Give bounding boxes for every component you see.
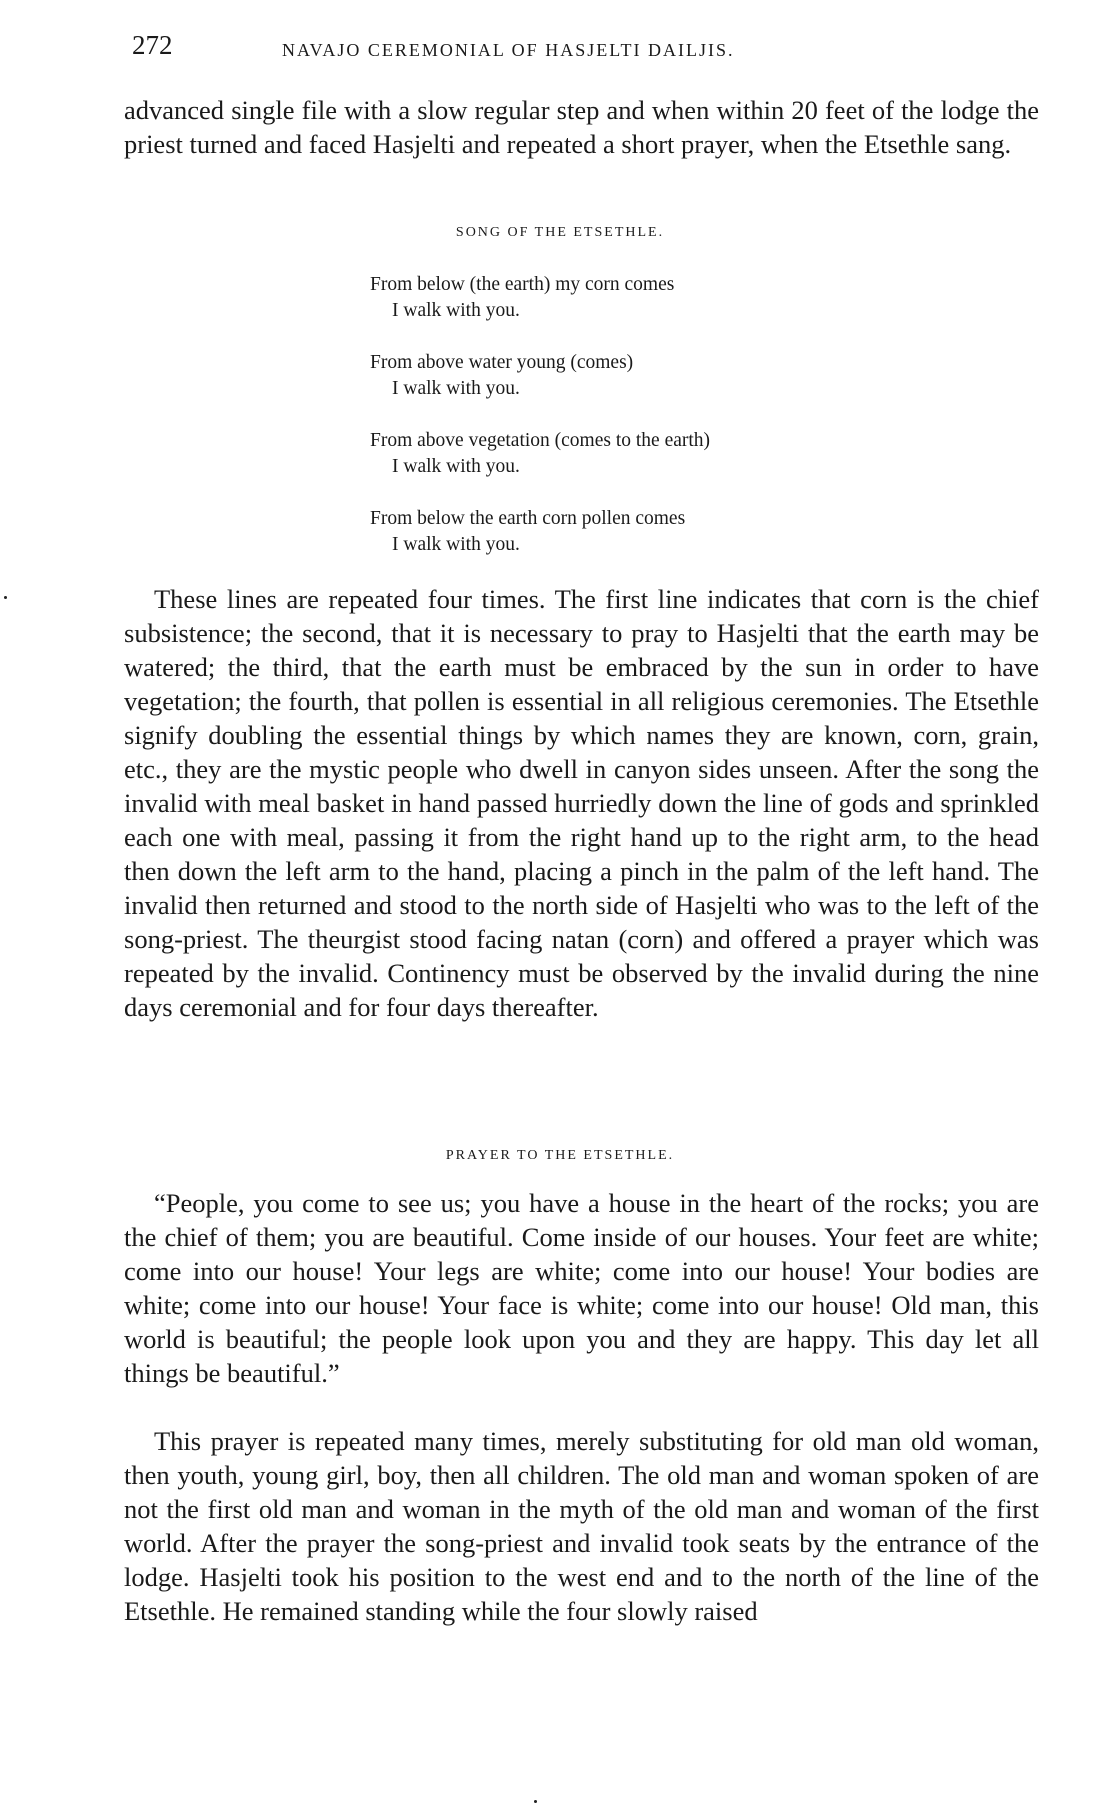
song-stanza: [370, 272, 930, 324]
page-number: 272: [132, 30, 173, 60]
stanza-line: From below (the earth) my corn comes: [370, 274, 675, 295]
song-stanza: [370, 506, 930, 558]
stanza-refrain: I walk with you.: [392, 534, 520, 555]
page-header: [132, 30, 1052, 70]
song-lyrics: [370, 272, 930, 584]
stanza-line: From above water young (comes): [370, 352, 634, 373]
scan-speck: [4, 596, 7, 599]
stanza-refrain: I walk with you.: [392, 378, 520, 399]
stanza-line: From below the earth corn pollen comes: [370, 508, 686, 529]
stanza-refrain: I walk with you.: [392, 456, 520, 477]
intro-paragraph: advanced single file with a slow regular step and when within 20 feet of the lodge the priest turned and faced Hasjelti and repeated a short prayer, when the Etsethle sang.: [124, 95, 1039, 159]
running-head: NAVAJO CEREMONIAL OF HASJELTI DAILJIS.: [282, 40, 735, 60]
scan-speck: [534, 1800, 537, 1803]
commentary-paragraph: These lines are repeated four times. The first line indicates that corn is the chief subsistence; the second, that it is necessary to pray to Hasjelti that the earth may be watered; the third, that the earth must be embraced by the sun in order to have vegetation; the fourth, that pollen is essential in all religious ceremonies. The Etsethle signify doubling the essential things by which names they are known, corn, grain, etc., they are the mystic people who dwell in canyon sides unseen. After the song the invalid with meal basket in hand passed hurriedly down the line of gods and sprinkled each one with meal, passing it from the right hand up to the right arm, to the head then down the left arm to the hand, placing a pinch in the palm of the left hand. The invalid then returned and stood to the north side of Hasjelti who was to the left of the song-priest. The theurgist stood facing natan (corn) and offered a prayer which was repeated by the invalid. Continency must be observed by the invalid during the nine days ceremonial and for four days thereafter.: [124, 584, 1039, 1022]
closing-paragraph: This prayer is repeated many times, merely substituting for old man old woman, then youth, young girl, boy, then all children. The old man and woman spoken of are not the first old man and woman in the myth of the old man and woman of the first world. After the prayer the song-priest and invalid took seats by the entrance of the lodge. Hasjelti took his position to the west end and to the north of the line of the Etsethle. He remained standing while the four slowly raised: [124, 1426, 1039, 1626]
prayer-text: “People, you come to see us; you have a house in the heart of the rocks; you are the chief of them; you are beautiful. Come inside of our houses. Your feet are white; come into our house! Your legs are white; come into our house! Your bodies are white; come into our house! Your face is white; come into our house! Old man, this world is beautiful; the people look upon you and they are happy. This day let all things be beautiful.”: [124, 1188, 1039, 1388]
prayer-title: PRAYER TO THE ETSETHLE.: [445, 1148, 675, 1163]
song-stanza: [370, 428, 930, 480]
song-title: SONG OF THE ETSETHLE.: [455, 225, 665, 240]
stanza-refrain: I walk with you.: [392, 300, 520, 321]
song-stanza: [370, 350, 930, 402]
stanza-line: From above vegetation (comes to the earth): [370, 430, 711, 451]
